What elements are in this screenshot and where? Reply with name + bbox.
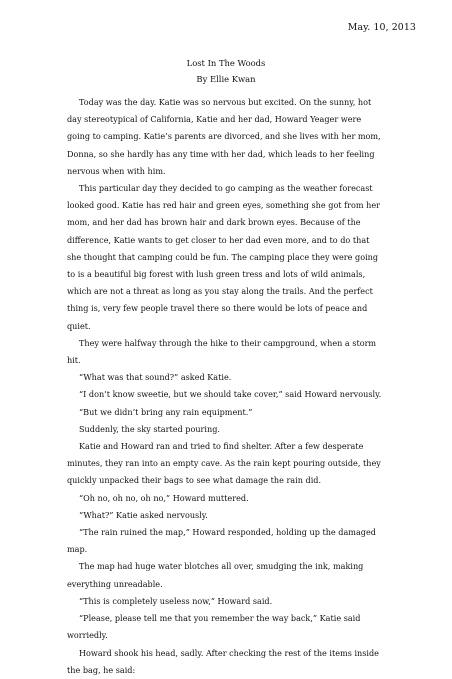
paragraph: “What was that sound?” asked Katie. — [79, 372, 232, 383]
paragraph: Suddenly, the sky started pouring. — [79, 423, 220, 434]
document-date: May. 10, 2013 — [347, 22, 416, 33]
paragraph: “Oh no, oh no, oh no,” Howard muttered. — [79, 492, 249, 503]
document-title: Lost In The Woods — [186, 58, 266, 68]
paragraph: “I don’t know sweetie, but we should take cover,” said Howard nervously. — [79, 389, 382, 400]
paragraph: Today was the day. Katie was so nervous but excited. On the sunny, hot day stereotypical of California, Katie and her dad, Howard Yeager were going to camping. Katie’s parents are divorced, and she lives with her mom, Donna, so she hardly has any time with her dad, which leads to her feeling nervous when with him. — [67, 97, 381, 176]
paragraph: “Please, please tell me that you remember the way back,” Katie said worriedly. — [67, 613, 361, 641]
document-byline: By Ellie Kwan — [196, 74, 256, 84]
paragraph: They were halfway through the hike to their campground, when a storm hit. — [67, 337, 377, 366]
paragraph: “This is completely useless now,” Howard said. — [79, 595, 273, 606]
paragraph: Katie and Howard ran and tried to find shelter. After a few desperate minutes, they ran into an empty cave. As the rain kept pouring outside, they quickly unpacked their bags to see what damage the rain did. — [67, 441, 381, 486]
paragraph: This particular day they decided to go camping as the weather forecast looked good. Katie has red hair and green eyes, something she got from her mom, and her dad has brown hair and dark brown eyes. Because of the difference, Katie wants to get closer to her dad even more, and to do that she thought that camping could be fun. The camping place they were going to is a beautiful big forest with lush green tress and lots of wild animals, which are not a threat as long as you stay along the trails. And the perfect thing is, very few people travel there so there would be lots of peace and quiet. — [67, 183, 380, 331]
paragraph: The map had huge water blotches all over, smudging the ink, making everything unreadable. — [67, 561, 364, 589]
paragraph: “The rain ruined the map,” Howard responded, holding up the damaged map. — [67, 527, 376, 555]
paragraph: Howard shook his head, sadly. After checking the rest of the items inside the bag, he said: — [67, 647, 379, 675]
story-body — [67, 94, 385, 679]
paragraph: “What?” Katie asked nervously. — [79, 509, 208, 520]
title-block — [0, 55, 452, 87]
paragraph: “But we didn’t bring any rain equipment.” — [79, 406, 253, 417]
